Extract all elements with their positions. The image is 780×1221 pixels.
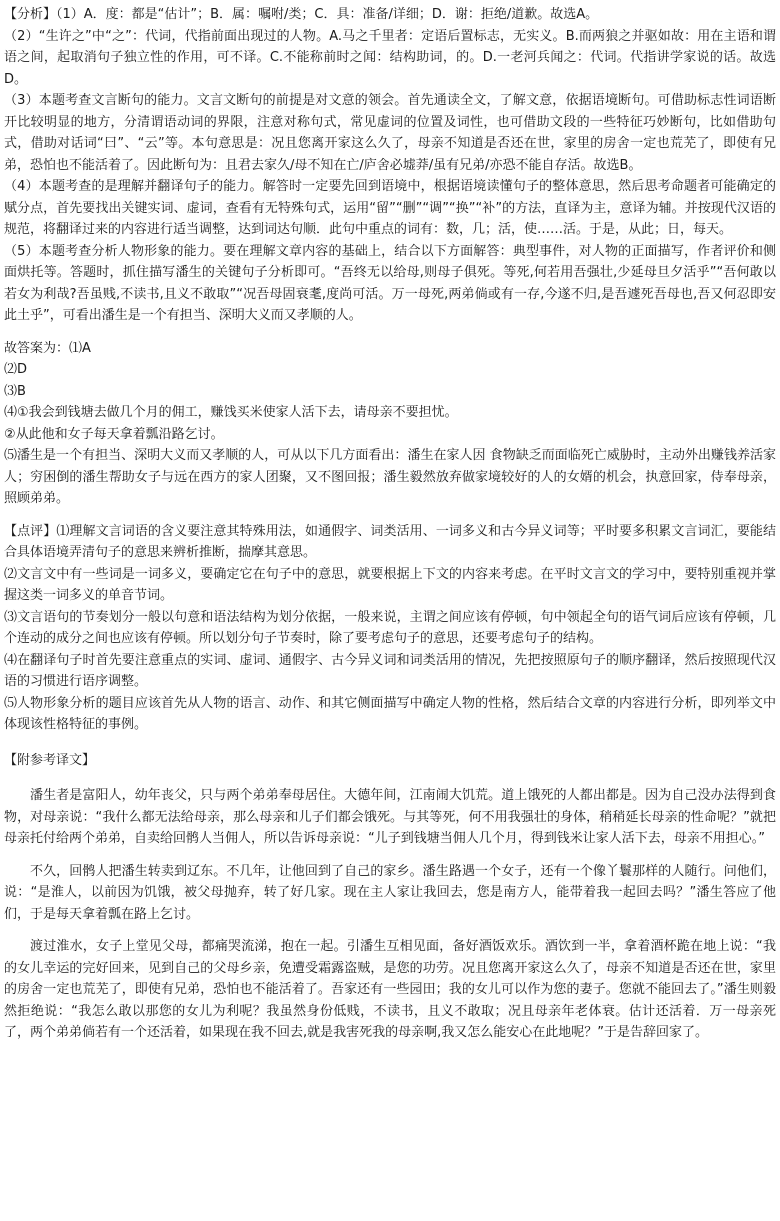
- analysis-paragraph-5: （5）本题考查分析人物形象的能力。要在理解文章内容的基础上，结合以下方面解答：典型事件，对人物的正面描写，作者评价和侧面烘托等。答题时，抓住描写潘生的关键句子分析即可。“吾终无以给母,则母子俱死。等死,何若用吾强壮,少延母旦夕活乎”“吾何敢以若女为利哉?吾虽贱,不读书,且义不敢取”“况吾母固衰耄,度尚可活。万一母死,两弟倘或有一存,今遂不归,是吾遽死吾母也,吾又何忍即安此土乎”，可看出潘生是一个有担当、深明大义而又孝顺的人。: [4, 243, 776, 323]
- analysis-paragraph-2: （2）“生许之”中“之”：代词，代指前面出现过的人物。A.马之千里者：定语后置标志，无实义。B.而两狼之并驱如故：用在主语和谓语之间，起取消句子独立性的作用，可不译。C.不能称前时之闻：结构助词，的。D.一老河兵闻之：代词。代指讲学家说的话。故选D。: [4, 28, 776, 87]
- answer-line-6: ⑸潘生是一个有担当、深明大义而又孝顺的人，可从以下几方面看出：潘生在家人因 食物缺乏而面临死亡威胁时，主动外出赚钱养活家人；穷困倒的潘生帮助女子与远在西方的家人团聚，又不图回报；潘生毅然放弃做家境较好的人的女婿的机会，执意回家，侍奉母亲，照顾弟弟。: [4, 448, 776, 506]
- analysis-paragraph-3: （3）本题考查文言断句的能力。文言文断句的前提是对文意的领会。首先通读全文，了解文意，依据语境断句。可借助标志性词语断开比较明显的地方，分清谓语动词的界限，注意对称句式，常见虚词的位置及词性，也可借助文段的一些特征巧妙断句，比如借助句式，借助对话词“曰”、“云”等。本句意思是：况且您离开家这么久了，母亲不知道是否还在世，家里的房舍一定也荒芜了，即使有兄弟，恐怕也不能活着了。因此断句为：且君去家久/母不知在亡/庐舍必墟莽/虽有兄弟/亦恐不能自存活。故选B。: [4, 93, 776, 173]
- translation-paragraph-2: 不久，回鹘人把潘生转卖到辽东。不几年，让他回到了自己的家乡。潘生路遇一个女子，还有一个像丫鬟那样的人随行。问他们，说：“是淮人，以前因为饥饿，被父母抛弃，转了好几家。现在主人家让我回去，您是南方人，能带着我一起回去吗？”潘生答应了他们，于是每天拿着瓢在路上乞讨。: [4, 863, 776, 922]
- comment-paragraph-5: ⑸人物形象分析的题目应该首先从人物的语言、动作、和其它侧面描写中确定人物的性格，然后结合文章的内容进行分析，即列举文中体现该性格特征的事例。: [4, 695, 776, 732]
- comment-paragraph-3: ⑶文言语句的节奏划分一般以句意和语法结构为划分依据，一般来说，主谓之间应该有停顿，句中领起全句的语气词后应该有停顿，几个连动的成分之间也应该有停顿。所以划分句子节奏时，除了要考虑句子的意思，还要考虑句子的结构。: [4, 609, 776, 646]
- answer-line-1: 故答案为：⑴A: [4, 340, 91, 356]
- translation-title: 【附参考译文】: [4, 752, 96, 768]
- answer-line-4: ⑷①我会到钱塘去做几个月的佣工，赚饯买米使家人活下去，请母亲不要担忧。: [4, 405, 458, 420]
- comment-paragraph-4: ⑷在翻译句子时首先要注意重点的实词、虚词、通假字、古今异义词和词类活用的情况，先把按照原句子的顺序翻译，然后按照现代汉语的习惯进行语序调整。: [4, 652, 776, 689]
- analysis-paragraph-1: 【分析】（1）A．度：都是“估计”；B．属：嘱咐/类；C．具：准备/详细；D．谢：拒绝/道歉。故选A。: [4, 7, 599, 22]
- answers-section: [4, 338, 776, 510]
- answer-line-5: ②从此他和女子每天拿着瓢沿路乞讨。: [4, 426, 224, 442]
- answer-line-2: ⑵D: [4, 362, 28, 377]
- translation-section: [4, 750, 776, 1044]
- translation-paragraph-1: 潘生者是富阳人，幼年丧父，只与两个弟弟奉母居住。大德年间，江南闹大饥荒。道上饿死的人都出都是。因为自己没办法得到食物，对母亲说：“我什么都无法给母亲，那么母亲和儿子们都会饿死。与其等死，何不用我强壮的身体，稍稍延长母亲的性命呢？”就把母亲托付给两个弟弟，自卖给回鹘人当佣人，所以告诉母亲说：“儿子到钱塘当佣人几个月，得到钱米让家人活下去，母亲不用担心。”: [4, 788, 776, 846]
- comment-paragraph-1: 【点评】⑴理解文言词语的含义要注意其特殊用法，如通假字、词类活用、一词多义和古今异义词等；平时要多积累文言词汇，要能结合具体语境弄清句子的意思来辨析推断，揣摩其意思。: [4, 523, 776, 560]
- comments-section: [4, 521, 776, 736]
- comment-paragraph-2: ⑵文言文中有一些词是一词多义，要确定它在句子中的意思，就要根据上下文的内容来考虑。在平时文言文的学习中，要特别重视并掌握这类一词多义的单音节词。: [4, 566, 776, 603]
- translation-paragraph-3: 渡过淮水，女子上堂见父母，都痛哭流涕，抱在一起。引潘生互相见面，备好酒饭欢乐。酒饮到一半，拿着酒杯跪在地上说：“我的女儿幸运的完好回来，见到自己的父母乡亲，免遭受霜露盗贼，是您的功劳。况且您离开家这么久了，母亲不知道是否还在世，家里的房舍一定也荒芜了，即使有兄弟，恐怕也不能活着了。吾家还有一些园田；我的女儿可以作为您的妻子。您就不能回去了。”潘生则毅然拒绝说：“我怎么敢以那您的女儿为利呢？我虽然身份低贱，不读书，且义不敢取；况且母亲年老体衰。估计还活着．万一母亲死了，两个弟弟倘若有一个还活着，如果现在我不回去,就是我害死我的母亲啊,我又怎么能安心在此地呢？”于是告辞回家了。: [4, 939, 776, 1040]
- analysis-section: [4, 4, 776, 327]
- analysis-paragraph-4: （4）本题考查的是理解并翻译句子的能力。解答时一定要先回到语境中，根据语境读懂句子的整体意思，然后思考命题者可能确定的赋分点，首先要找出关键实词、虚词，查看有无特殊句式，运用“留”“删”“调”“换”“补”的方法，直译为主，意译为辅。并按现代汉语的规范，将翻译过来的内容进行适当调整，达到词达句顺．此句中重点的词有：数，几；活，使……活。于是，从此；日，每天。: [4, 179, 776, 237]
- answer-line-3: ⑶B: [4, 383, 26, 399]
